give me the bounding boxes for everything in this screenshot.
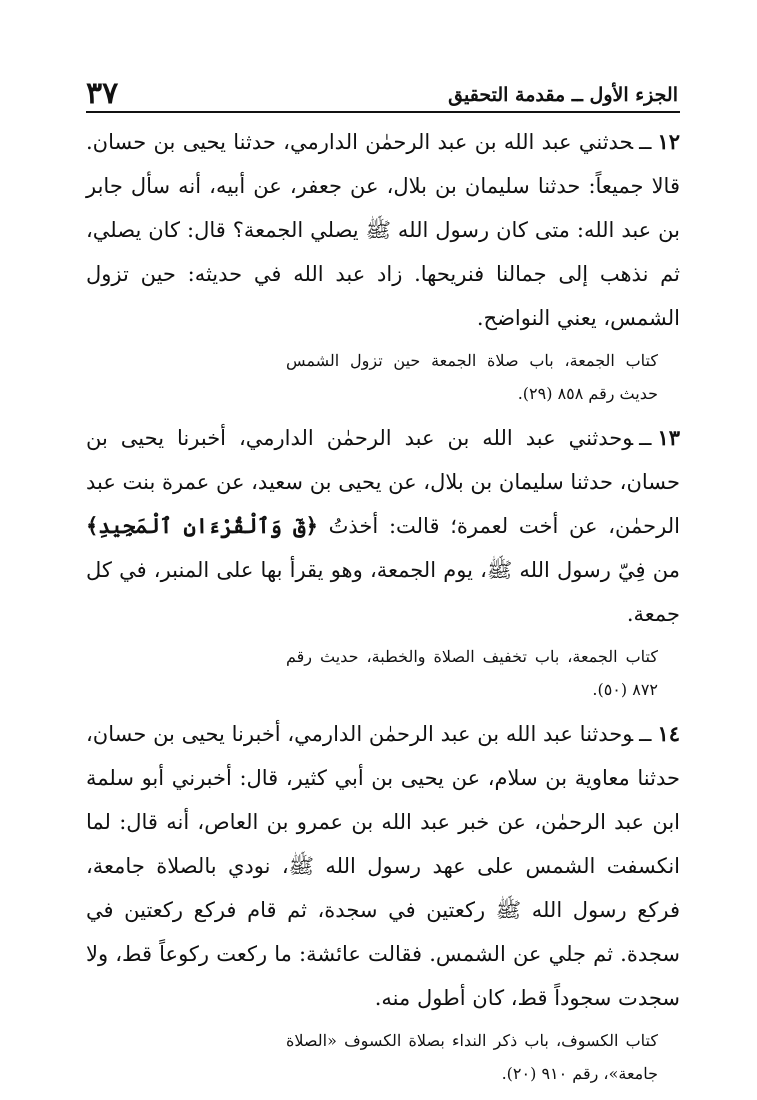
page-header (86, 72, 678, 112)
hadith-12-source: كتاب الجمعة، باب صلاة الجمعة حين تزول الشمس حديث رقم ٨٥٨ (٢٩). (286, 351, 659, 403)
hadith-text-before: وحدثني عبد الله بن عبد الرحمٰن الدارمي، أخبرنا يحيى بن حسان، حدثنا سليمان بن بلال، عن يحيى بن سعيد، عن عمرة بنت عبد الرحمٰن، عن أخت لعمرة؛ قالت: أخذتُ (85, 426, 680, 538)
page-body (86, 112, 680, 1096)
hadith-dash: ــ (639, 722, 652, 746)
hadith-dash: ــ (639, 130, 652, 154)
hadith-dash: ــ (639, 426, 652, 450)
hadith-14-source: كتاب الكسوف، باب ذكر النداء بصلاة الكسوف «الصلاة جامعة»، رقم ٩١٠ (٢٠). (286, 1031, 658, 1083)
hadith-number: ١٤ (657, 721, 680, 746)
hadith-text: حدثني عبد الله بن عبد الرحمٰن الدارمي، حدثنا يحيى بن حسان. قالا جميعاً: حدثنا سليمان بن بلال، عن جعفر، عن أبيه، أنه سأل جابر بن عبد الله: متى كان رسول الله ﷺ يصلي الجمعة؟ قال: كان يصلي، ثم نذهب إلى جمالنا فنريحها. زاد عبد الله في حديثه: حين تزول الشمس، يعني النواضح. (86, 130, 680, 330)
quran-quote: ﴿قٓ وَٱلْقُرْءَانِ ٱلْمَجِيدِ﴾ (86, 513, 318, 538)
hadith-text-after: من فِيّ رسول الله ﷺ، يوم الجمعة، وهو يقرأ بها على المنبر، في كل جمعة. (86, 558, 680, 626)
hadith-12 (86, 120, 680, 340)
hadith-13 (86, 416, 680, 636)
hadith-13-source: كتاب الجمعة، باب تخفيف الصلاة والخطبة، حديث رقم ٨٧٢ (٥٠). (286, 647, 658, 699)
hadith-14 (86, 712, 680, 1020)
running-title: الجزء الأول ــ مقدمة التحقيق (448, 84, 678, 106)
page-number: ٣٧ (86, 76, 119, 111)
hadith-text: وحدثنا عبد الله بن عبد الرحمٰن الدارمي، أخبرنا يحيى بن حسان، حدثنا معاوية بن سلام، عن يحيى بن أبي كثير، قال: أخبرني أبو سلمة ابن عبد الرحمٰن، عن خبر عبد الله بن عمرو بن العاص، أنه قال: لما انكسفت الشمس على عهد رسول الله ﷺ، نودي بالصلاة جامعة، فركع رسول الله ﷺ ركعتين في سجدة، ثم قام فركع ركعتين في سجدة. ثم جلي عن الشمس. فقالت عائشة: ما ركعت ركوعاً قط، ولا سجدت سجوداً قط، كان أطول منه. (86, 722, 680, 1010)
hadith-number: ١٣ (657, 425, 680, 450)
hadith-number: ١٢ (657, 129, 680, 154)
